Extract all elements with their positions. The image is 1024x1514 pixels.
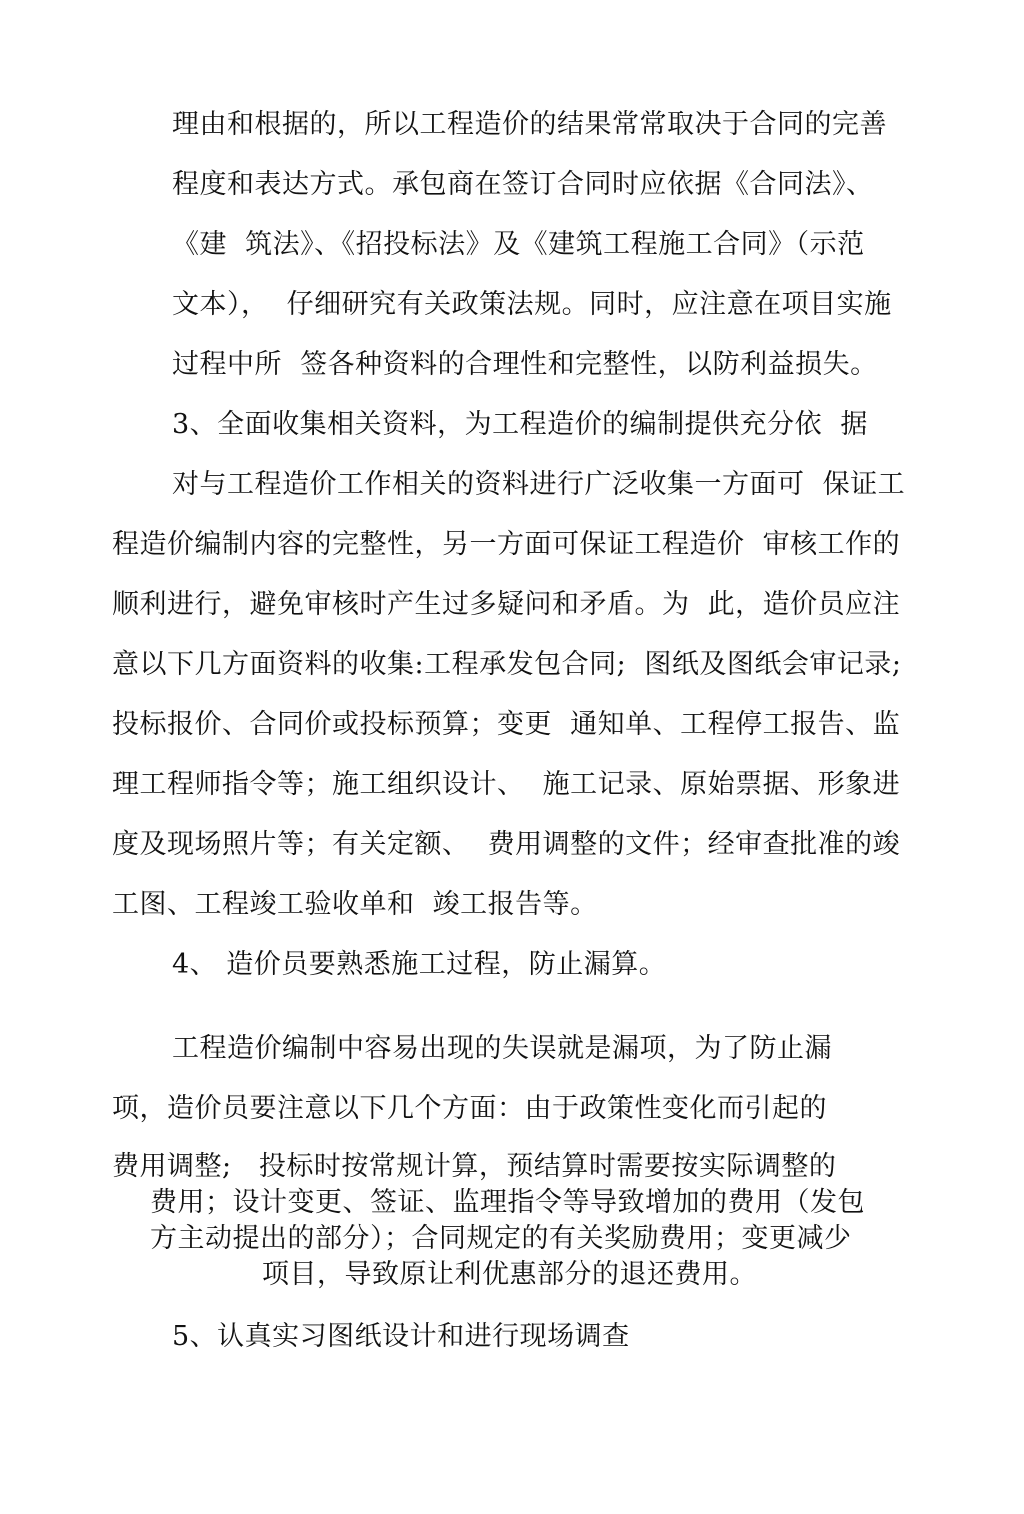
text-line: 过程中所 签各种资料的合理性和完整性，以防利益损失。: [172, 349, 878, 380]
text-line: 投标报价、合同价或投标预算；变更 通知单、工程停工报告、监: [112, 709, 901, 740]
text-line: 工程造价编制中容易出现的失误就是漏项，为了防止漏: [172, 1033, 832, 1064]
text-line: 工图、工程竣工验收单和 竣工报告等。: [112, 889, 598, 920]
text-line: 费用；设计变更、签证、监理指令等导致增加的费用（发包: [150, 1187, 865, 1218]
text-line: 费用调整; 投标时按常规计算，预结算时需要按实际调整的: [112, 1151, 837, 1182]
text-line: 项，造价员要注意以下几个方面：由于政策性变化而引起的: [112, 1093, 827, 1124]
text-line: 度及现场照片等；有关定额、 费用调整的文件；经审查批准的竣: [112, 829, 901, 860]
text-line: 程度和表达方式。承包商在签订合同时应依据《合同法》、: [172, 169, 874, 200]
text-line: 理由和根据的，所以工程造价的结果常常取决于合同的完善: [172, 109, 887, 140]
text-line: 意以下几方面资料的收集:工程承发包合同; 图纸及图纸会审记录;: [112, 649, 902, 680]
text-line: 对与工程造价工作相关的资料进行广泛收集一方面可 保证工: [172, 469, 906, 500]
text-line: 理工程师指令等；施工组织设计、 施工记录、原始票据、形象进: [112, 769, 901, 800]
section-heading-3: 3、全面收集相关资料，为工程造价的编制提供充分依 据: [172, 409, 868, 440]
text-line: 文本）， 仔细研究有关政策法规。同时，应注意在项目实施: [172, 289, 892, 320]
section-heading-4: 4、 造价员要熟悉施工过程，防止漏算。: [172, 949, 667, 980]
section-heading-5: 5、认真实习图纸设计和进行现场调查: [172, 1321, 630, 1352]
text-line: 程造价编制内容的完整性，另一方面可保证工程造价 审核工作的: [112, 529, 901, 560]
text-line: 《建 筑法》、《招投标法》及《建筑工程施工合同》（示范: [172, 229, 865, 260]
text-line: 项目，导致原让利优惠部分的退还费用。: [262, 1259, 757, 1290]
text-line: 顺利进行，避免审核时产生过多疑问和矛盾。为 此，造价员应注: [112, 589, 901, 620]
text-line: 方主动提出的部分）；合同规定的有关奖励费用；变更减少: [150, 1223, 852, 1254]
